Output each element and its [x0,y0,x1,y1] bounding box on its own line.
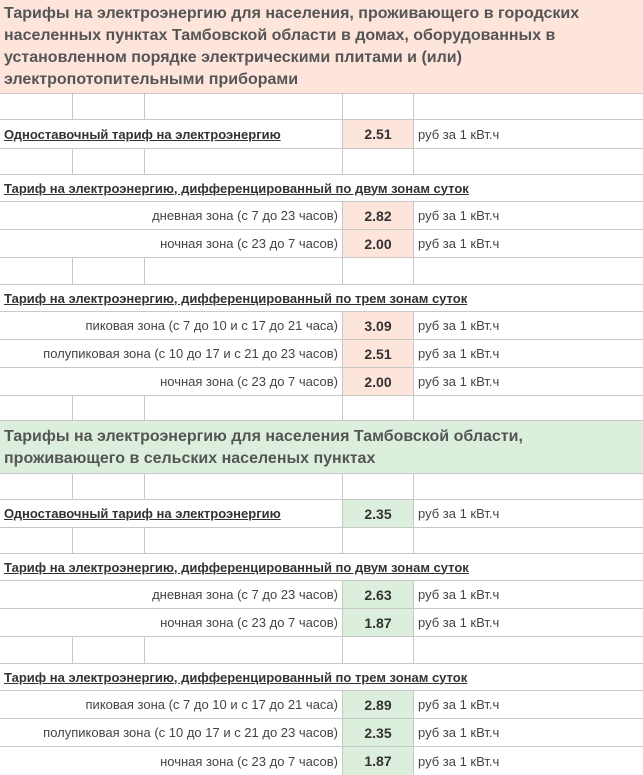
two-zone-heading: Тариф на электроэнергию, дифференцированный по двум зонам суток [4,559,469,575]
table-row [0,691,643,719]
zone-label: ночная зона (с 23 до 7 часов) [160,615,338,630]
three-zone-heading: Тариф на электроэнергию, дифференцированный по трем зонам суток [4,290,468,306]
tariff-value: 3.09 [342,312,413,339]
zone-label: пиковая зона (с 7 до 10 и с 17 до 21 часа) [85,697,338,712]
three-zone-heading: Тариф на электроэнергию, дифференцированный по трем зонам суток [4,669,468,685]
tariff-value: 2.00 [342,368,413,395]
empty-cell [144,528,342,553]
empty-cell [72,94,144,119]
tariff-value: 2.51 [342,340,413,367]
empty-cell [413,149,643,174]
table-row [0,581,643,609]
tariff-unit: руб за 1 кВт.ч [413,691,643,718]
single-tariff-heading-cell [0,120,342,148]
tariff-value: 2.89 [342,691,413,718]
empty-cell [413,528,643,553]
table-row [0,368,643,396]
empty-cell [342,149,413,174]
zone-label: дневная зона (с 7 до 23 часов) [152,587,338,602]
empty-cell [342,396,413,420]
zone-label: ночная зона (с 23 до 7 часов) [160,236,338,251]
empty-cell [413,637,643,663]
rural-single-tariff-row [0,500,643,528]
rural-three-zone-heading-row [0,664,643,691]
tariff-unit: руб за 1 кВт.ч [413,230,643,257]
empty-cell [0,474,72,499]
empty-cell [0,396,72,420]
table-row [0,747,643,775]
rural-two-zone-heading-row [0,554,643,581]
empty-cell [144,94,342,119]
empty-cell [144,258,342,284]
tariff-value: 2.35 [342,500,413,527]
empty-cell [342,637,413,663]
tariff-unit: руб за 1 кВт.ч [413,719,643,746]
empty-cell [0,528,72,553]
empty-cell [144,637,342,663]
tariff-value: 2.51 [342,120,413,148]
empty-cell [72,528,144,553]
tariff-value: 2.35 [342,719,413,746]
tariff-value: 1.87 [342,747,413,775]
zone-label: пиковая зона (с 7 до 10 и с 17 до 21 часа) [85,318,338,333]
zone-label: ночная зона (с 23 до 7 часов) [160,753,338,769]
empty-cell [413,258,643,284]
empty-cell [72,474,144,499]
tariff-unit: руб за 1 кВт.ч [413,747,643,775]
empty-cell [413,94,643,119]
spacer-row [0,94,643,120]
empty-cell [0,94,72,119]
spacer-row [0,528,643,554]
empty-cell [72,258,144,284]
empty-cell [72,637,144,663]
tariff-unit: руб за 1 кВт.ч [413,312,643,339]
table-row [0,312,643,340]
spacer-row [0,474,643,500]
tariff-unit: руб за 1 кВт.ч [413,500,643,527]
spacer-row [0,258,643,285]
empty-cell [144,396,342,420]
empty-cell [72,396,144,420]
empty-cell [342,474,413,499]
zone-label: дневная зона (с 7 до 23 часов) [152,208,338,223]
single-tariff-heading: Одноставочный тариф на электроэнергию [4,506,281,521]
tariff-value: 2.00 [342,230,413,257]
tariff-unit: руб за 1 кВт.ч [413,368,643,395]
urban-single-tariff-row [0,120,643,149]
urban-two-zone-heading-row [0,175,643,202]
table-row [0,609,643,637]
two-zone-heading: Тариф на электроэнергию, дифференцированный по двум зонам суток [4,180,469,196]
table-row [0,719,643,747]
empty-cell [342,528,413,553]
urban-three-zone-heading-row [0,285,643,312]
urban-section-title: Тарифы на электроэнергию для населения, проживающего в городских населенных пунктах Тамбовской области в домах, оборудованных в установленном порядке электрическими плитами и (или) электропотопительными приборами [0,0,643,94]
tariff-unit: руб за 1 кВт.ч [413,581,643,608]
zone-label: ночная зона (с 23 до 7 часов) [160,374,338,389]
empty-cell [0,258,72,284]
empty-cell [0,637,72,663]
spacer-row [0,396,643,421]
spacer-row [0,637,643,664]
tariff-unit: руб за 1 кВт.ч [413,120,643,148]
empty-cell [342,258,413,284]
tariff-value: 1.87 [342,609,413,636]
empty-cell [144,474,342,499]
rural-section-title: Тарифы на электроэнергию для населения Тамбовской области, проживающего в сельских населеных пунктах [0,421,643,474]
tariff-value: 2.63 [342,581,413,608]
tariff-unit: руб за 1 кВт.ч [413,202,643,229]
empty-cell [413,474,643,499]
table-row [0,230,643,258]
zone-label: полупиковая зона (с 10 до 17 и с 21 до 23 часов) [43,725,338,740]
single-tariff-heading-cell [0,500,342,527]
empty-cell [144,149,342,174]
tariff-unit: руб за 1 кВт.ч [413,609,643,636]
spacer-row [0,149,643,175]
empty-cell [413,396,643,420]
single-tariff-heading: Одноставочный тариф на электроэнергию [4,126,281,142]
empty-cell [342,94,413,119]
table-row [0,340,643,368]
empty-cell [0,149,72,174]
tariff-value: 2.82 [342,202,413,229]
tariff-unit: руб за 1 кВт.ч [413,340,643,367]
empty-cell [72,149,144,174]
table-row [0,202,643,230]
zone-label: полупиковая зона (с 10 до 17 и с 21 до 23 часов) [43,346,338,361]
